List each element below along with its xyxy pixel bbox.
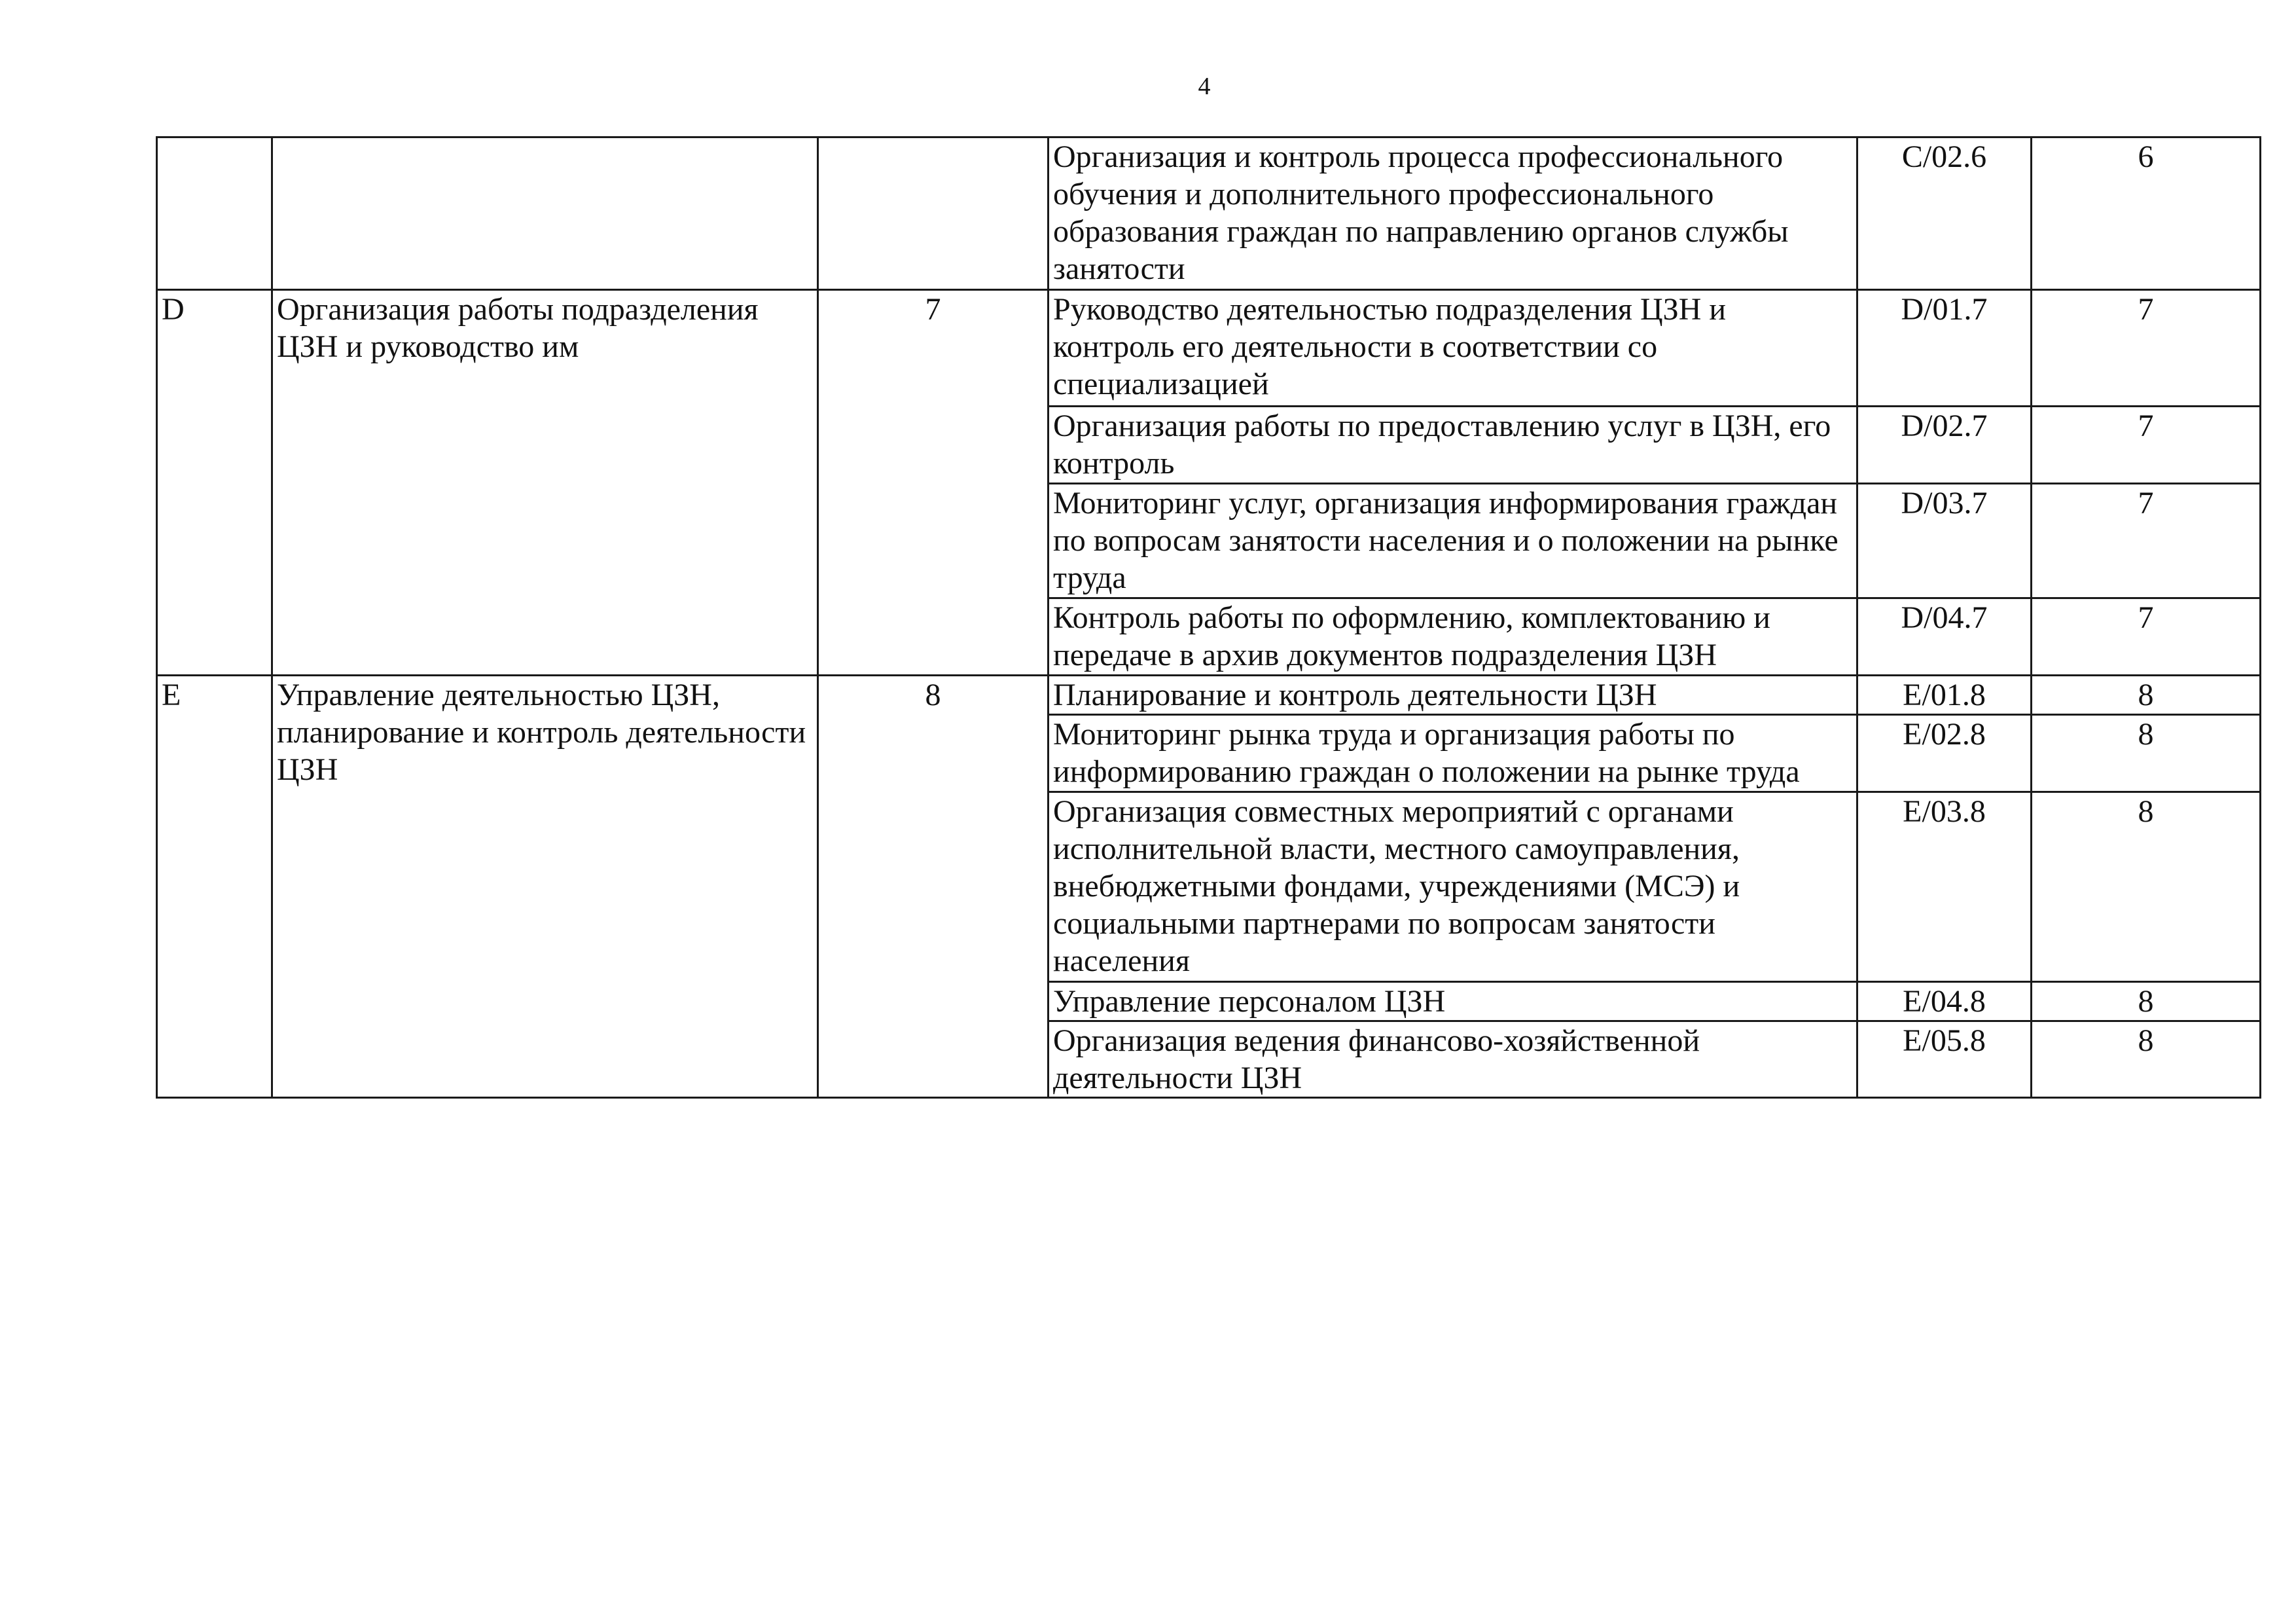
- labor-function-code: E/03.8: [1857, 792, 2032, 982]
- generalized-function-level: 7: [818, 290, 1049, 676]
- labor-function-name: Организация работы по предоставлению услуг в ЦЗН, его контроль: [1049, 407, 1857, 484]
- labor-function-name: Организация и контроль процесса профессионального обучения и дополнительного профессионального образования граждан по направлению органов службы занятости: [1049, 137, 1857, 290]
- generalized-function-code: E: [157, 676, 272, 1098]
- generalized-function-code: D: [157, 290, 272, 676]
- labor-function-code: E/02.8: [1857, 715, 2032, 792]
- generalized-function-code: [157, 137, 272, 290]
- labor-functions-table: [156, 136, 2261, 1099]
- generalized-function-level: 8: [818, 676, 1049, 1098]
- labor-function-code: E/05.8: [1857, 1021, 2032, 1098]
- table-row: [157, 137, 2261, 290]
- labor-function-code: D/01.7: [1857, 290, 2032, 407]
- labor-function-name: Контроль работы по оформлению, комплектованию и передаче в архив документов подразделения ЦЗН: [1049, 598, 1857, 676]
- labor-function-level: 7: [2032, 484, 2261, 598]
- labor-function-name: Мониторинг услуг, организация информирования граждан по вопросам занятости населения и о положении на рынке труда: [1049, 484, 1857, 598]
- labor-function-level: 8: [2032, 715, 2261, 792]
- labor-function-name: Управление персоналом ЦЗН: [1049, 982, 1857, 1021]
- generalized-function-name: [272, 137, 818, 290]
- labor-function-code: E/04.8: [1857, 982, 2032, 1021]
- labor-function-level: 8: [2032, 982, 2261, 1021]
- generalized-function-level: [818, 137, 1049, 290]
- labor-function-code: E/01.8: [1857, 676, 2032, 715]
- labor-function-level: 7: [2032, 407, 2261, 484]
- labor-function-level: 8: [2032, 676, 2261, 715]
- labor-function-name: Мониторинг рынка труда и организация работы по информированию граждан о положении на рынке труда: [1049, 715, 1857, 792]
- generalized-function-name: Организация работы подразделения ЦЗН и руководство им: [272, 290, 818, 676]
- labor-function-name: Организация ведения финансово-хозяйственной деятельности ЦЗН: [1049, 1021, 1857, 1098]
- table-row: [157, 290, 2261, 407]
- labor-function-name: Организация совместных мероприятий с органами исполнительной власти, местного самоуправления, внебюджетными фондами, учреждениями (МСЭ) и социальными партнерами по вопросам занятости населения: [1049, 792, 1857, 982]
- labor-function-level: 8: [2032, 792, 2261, 982]
- labor-function-level: 8: [2032, 1021, 2261, 1098]
- labor-function-name: Планирование и контроль деятельности ЦЗН: [1049, 676, 1857, 715]
- page-number: 4: [1198, 73, 1211, 100]
- labor-function-level: 7: [2032, 598, 2261, 676]
- labor-function-code: D/02.7: [1857, 407, 2032, 484]
- labor-function-code: C/02.6: [1857, 137, 2032, 290]
- labor-function-name: Руководство деятельностью подразделения ЦЗН и контроль его деятельности в соответствии со специализацией: [1049, 290, 1857, 407]
- labor-function-level: 7: [2032, 290, 2261, 407]
- labor-function-code: D/03.7: [1857, 484, 2032, 598]
- labor-function-level: 6: [2032, 137, 2261, 290]
- table-row: [157, 676, 2261, 715]
- labor-function-code: D/04.7: [1857, 598, 2032, 676]
- generalized-function-name: Управление деятельностью ЦЗН, планирование и контроль деятельности ЦЗН: [272, 676, 818, 1098]
